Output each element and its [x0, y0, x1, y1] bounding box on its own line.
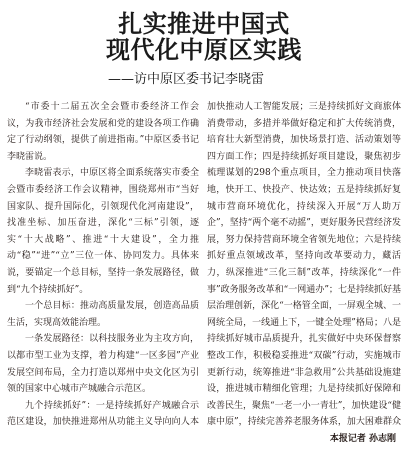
byline: 本报记者 孙志刚 [329, 434, 396, 444]
paragraph: 一个总目标：推动高质量发展，创造高品质生活，实现高效能治理。 [7, 301, 199, 328]
paragraph: 一条发展路径：以科技服务业为主攻方向，以都市型工业为支撑，着力构建“一区多园”产业发展空间布局，全力打造以郑州中央文化区为引领的国家中心城市产城融合示范区。 [7, 334, 199, 395]
paragraph: 加快推动人工智能发展；三是持续抓好文商旅体消费带动，多措并举做好稳定和扩大传统消费，培育壮大新型消费，加快场景打造、活动策划等四方面工作；四是持续抓好项目建设，聚焦初步梳理谋划的298个重点项目，全力推动项目快落地，快开工、快投产、快达效；五是持续抓好复城市营商环境优化，持续深入开展“万人助万企”，坚持“两个毫不动摇”，更好服务民营经济发展，努力保持营商环境全省领先地位；六是持续抓好重点领域改革，坚持向改革要动力，藏活力，纵深推进“三化三制”改革，持续深化“一件事”政务服务改革和“一网通办”；七是持续抓好基层治理创新，深化“一格管全面，一屏观全城、一网统全局，一线通上下，一键全处理”格局；八是持续抓好城市品质提升，扎实做好中央环保督察整改工作，积极稳妥推进“双碳”行动，实施城市更新行动，统筹推进“非急救用”公共基础设施建设，推进城市精细化管理；九是持续抓好保障和改善民生，聚焦“一老一小一青壮”，加快建设“健康中原”，持续完善养老服务体系，加大困难群众 [207, 102, 401, 428]
headline-block [0, 0, 408, 95]
paragraph: 九个持续抓好”：一是持续抓好产城融合示范区建设，加快推进郑州从功能主义导向向人本 [7, 400, 199, 428]
paragraph: 李晓雷表示，中原区将全面系统落实市委全会暨市委经济工作会议精神，围绕郑州市“当好国家队、提升国际化，引领现代化河南建设”，找准坐标、加压奋进，深化“三标”引领，逐实“十大战略”、推进“十大建设”，全力推动“稳”“进”“立”三位一体、协同发力。具体来说，要锚定一个总目标，坚持一条发展路径，做到“九个持续抓好”。 [7, 168, 199, 295]
headline-line-2: 现代化中原区实践 [106, 36, 302, 64]
paragraph: “市委十二届五次全会暨市委经济工作会议，为我市经济社会发展和党的建设各项工作确定了行动纲领，提供了前进指南。”中原区委书记李晓雷说。 [7, 102, 199, 162]
headline-line-1: 扎实推进中国式 [118, 10, 290, 38]
article-column-left [7, 99, 199, 429]
subheadline: ——访中原区委书记李晓雷 [108, 72, 265, 87]
article-column-right [207, 99, 401, 429]
